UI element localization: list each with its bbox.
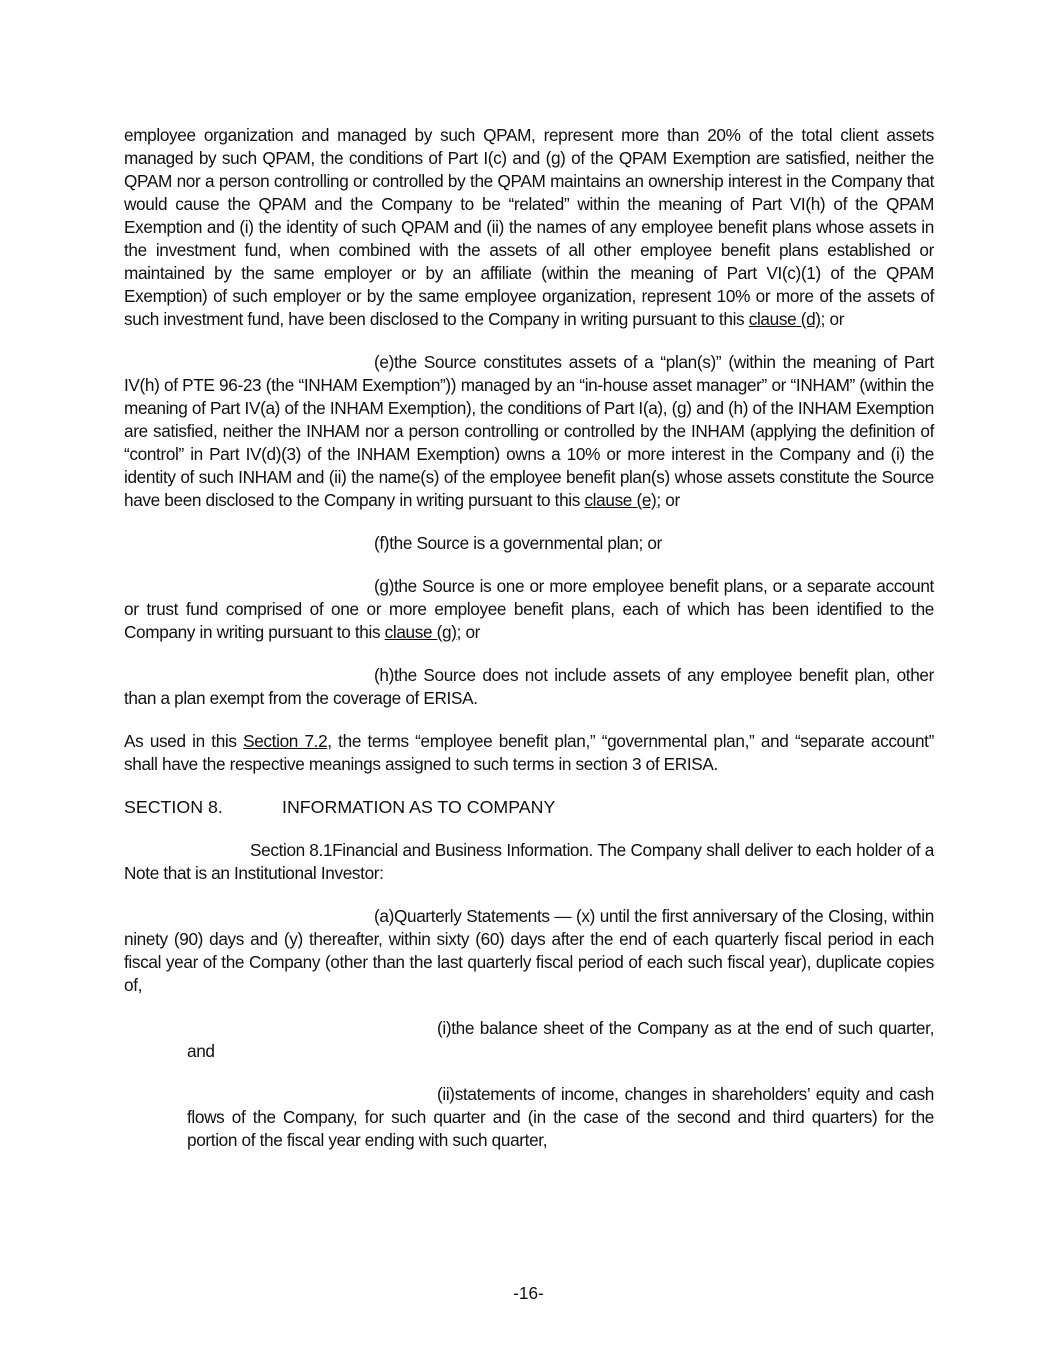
- clause-f-label: (f): [374, 533, 390, 553]
- clause-g-label: (g): [374, 576, 394, 596]
- section-heading: [124, 796, 934, 819]
- item-i: [124, 1017, 934, 1063]
- item-ii-text: statements of income, changes in shareholders’ equity and cash flows of the Company, for such quarter and (in the case of the second and third quarters) for the portion of the fiscal year ending with such quarter,: [187, 1084, 934, 1150]
- definitions-text: , the terms “employee benefit plan,” “governmental plan,” and “separate account” shall have the respective meanings assigned to such terms in section 3 of ERISA.: [124, 731, 934, 774]
- item-i-label: (i): [437, 1018, 452, 1038]
- paragraph-tail: ; or: [820, 309, 845, 329]
- page-number: -16-: [513, 1283, 544, 1303]
- clause-g-tail: ; or: [456, 622, 481, 642]
- item-i-text: the balance sheet of the Company as at the end of such quarter, and: [187, 1018, 934, 1061]
- item-ii-label: (ii): [437, 1084, 455, 1104]
- clause-f-text: the Source is a governmental plan; or: [389, 533, 662, 553]
- section-8-1: [124, 839, 934, 885]
- clause-h-label: (h): [374, 665, 394, 685]
- clause-e-reference: clause (e): [584, 490, 657, 510]
- clause-g-reference: clause (g): [384, 622, 457, 642]
- section-8-1-text: . The Company shall deliver to each holder of a Note that is an Institutional Investor:: [124, 840, 934, 883]
- clause-f: [124, 532, 934, 555]
- paragraph-text: employee organization and managed by such QPAM, represent more than 20% of the total client assets managed by such QPAM, the conditions of Part I(c) and (g) of the QPAM Exemption are satisfied, neither the QPAM nor a person controlling or controlled by the QPAM maintains an ownership interest in the Company that would cause the QPAM and the Company to be “related” within the meaning of Part VI(h) of the QPAM Exemption and (i) the identity of such QPAM and (ii) the names of any employee benefit plans whose assets in the investment fund, when combined with the assets of all other employee benefit plans established or maintained by the same employer or by an affiliate (within the meaning of Part VI(c)(1) of the QPAM Exemption) of such employer or by the same employee organization, represent 10% or more of the assets of such investment fund, have been disclosed to the Company in writing pursuant to this: [124, 125, 934, 329]
- document-page: [124, 124, 934, 1172]
- section-8-1-title: Financial and Business Information: [332, 840, 589, 860]
- section-7-2-reference: Section 7.2: [243, 731, 328, 751]
- item-a: [124, 905, 934, 997]
- item-a-label: (a): [374, 906, 394, 926]
- definitions-paragraph: [124, 730, 934, 776]
- clause-h-text: the Source does not include assets of any employee benefit plan, other than a plan exempt from the coverage of ERISA.: [124, 665, 934, 708]
- item-ii: [124, 1083, 934, 1152]
- clause-e-label: (e): [374, 352, 394, 372]
- section-title: INFORMATION AS TO COMPANY: [282, 797, 556, 817]
- section-number: SECTION 8.: [124, 797, 223, 817]
- item-a-text: — (x) until the first anniversary of the Closing, within ninety (90) days and (y) thereafter, within sixty (60) days after the end of each quarterly fiscal period in each fiscal year of the Company (other than the last quarterly fiscal period of each such fiscal year), duplicate copies of,: [124, 906, 934, 995]
- clause-e: [124, 351, 934, 512]
- definitions-lead: As used in this: [124, 731, 244, 751]
- clause-e-tail: ; or: [656, 490, 680, 510]
- item-a-title: Quarterly Statements: [393, 906, 550, 926]
- clause-h: [124, 664, 934, 710]
- continuation-paragraph: [124, 124, 934, 331]
- clause-g: [124, 575, 934, 644]
- clause-g-text: the Source is one or more employee benefit plans, or a separate account or trust fund comprised of one or more employee benefit plans, each of which has been identified to the Company in writing pursuant to this: [124, 576, 934, 642]
- section-8-1-label: Section 8.1: [250, 840, 333, 860]
- clause-d-reference: clause (d): [748, 309, 821, 329]
- clause-e-text: the Source constitutes assets of a “plan(s)” (within the meaning of Part IV(h) of PTE 96-23 (the “INHAM Exemption”)) managed by an “in-house asset manager” or “INHAM” (within the meaning of Part IV(a) of the INHAM Exemption), the conditions of Part I(a), (g) and (h) of the INHAM Exemption are satisfied, neither the INHAM nor a person controlling or controlled by the INHAM (applying the definition of “control” in Part IV(d)(3) of the INHAM Exemption) owns a 10% or more interest in the Company and (i) the identity of such INHAM and (ii) the name(s) of the employee benefit plan(s) whose assets constitute the Source have been disclosed to the Company in writing pursuant to this: [124, 352, 934, 510]
